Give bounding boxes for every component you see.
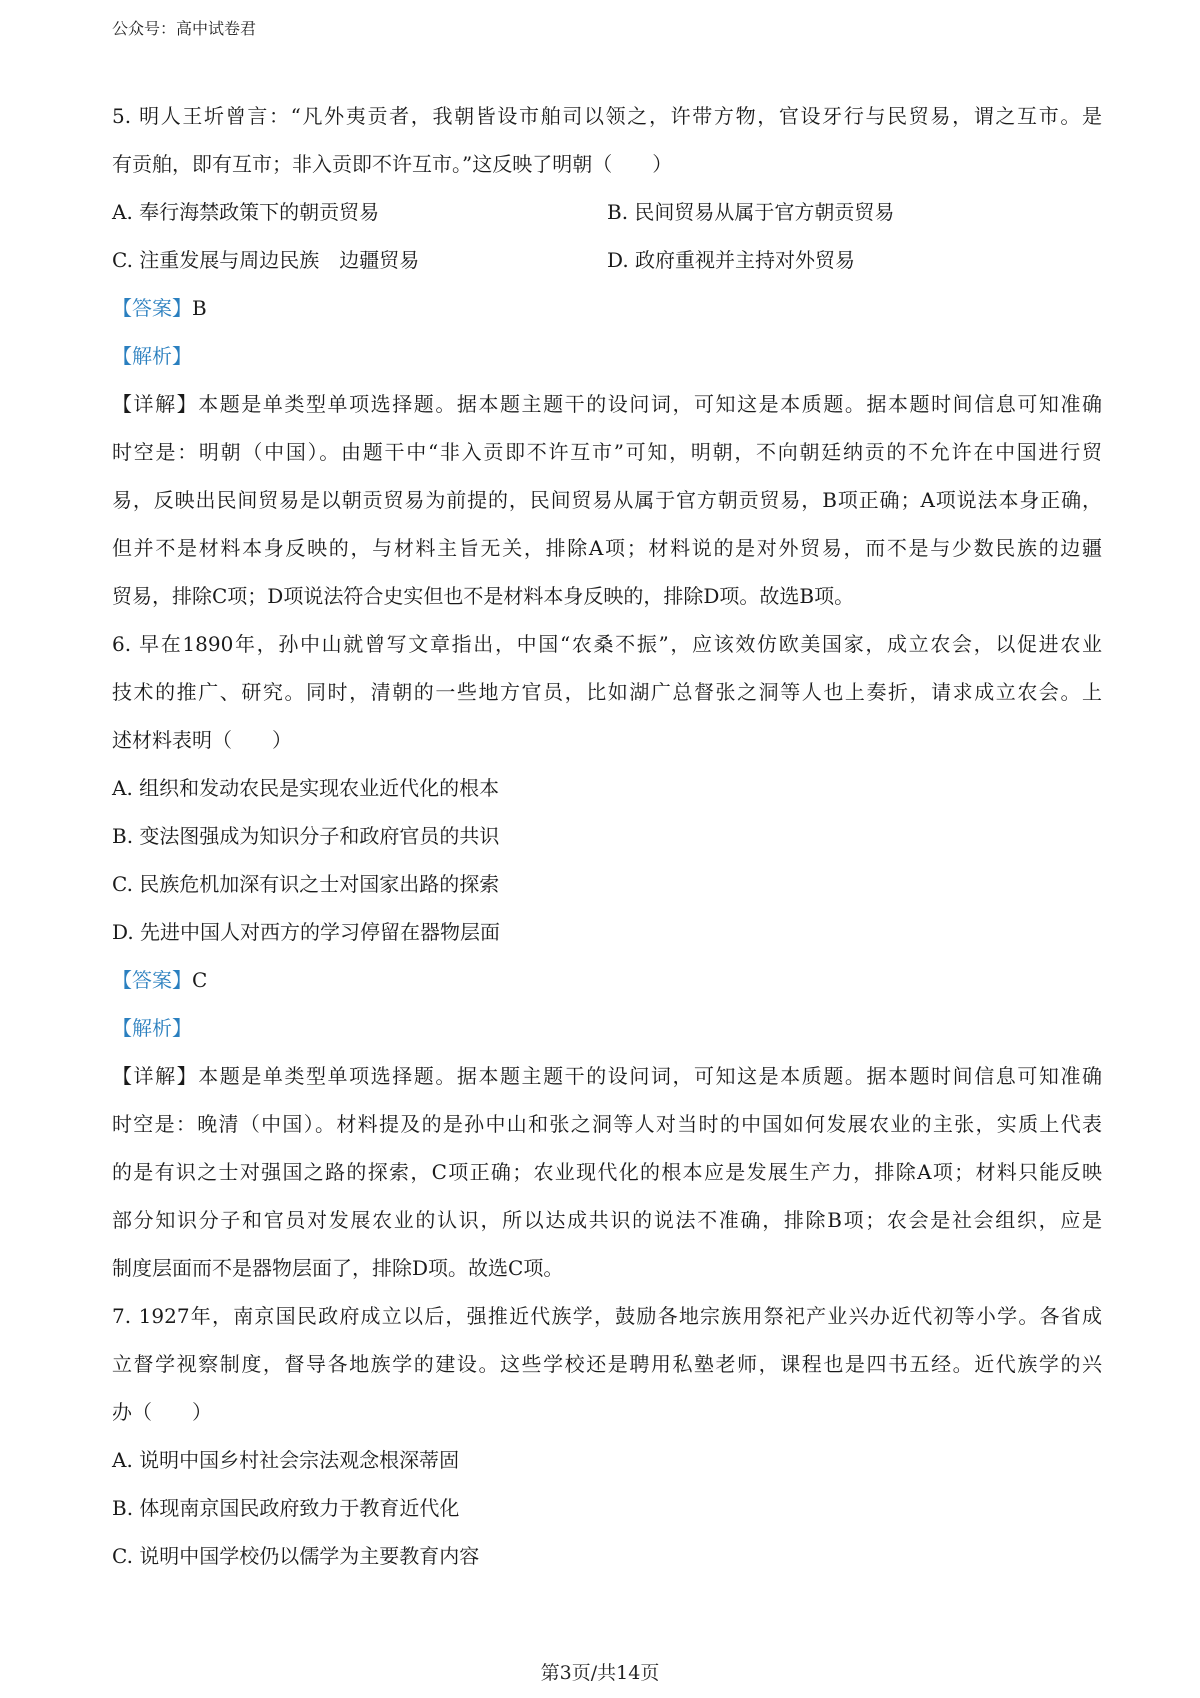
analysis-line	[112, 332, 1102, 380]
detail-line: 的是有识之士对强国之路的探索，C项正确；农业现代化的根本应是发展生产力，排除A项；材料只能反映	[112, 1160, 1102, 1184]
answer-line	[112, 956, 1102, 1004]
analysis-tag: 【解析】	[112, 344, 192, 368]
answer-tag: 【答案】	[112, 296, 192, 320]
detail-line: 制度层面而不是器物层面了，排除D项。故选C项。	[112, 1256, 564, 1280]
detail-line: 【详解】本题是单类型单项选择题。据本题主题干的设问词，可知这是本质题。据本题时间信息可知准确	[112, 392, 1102, 416]
option-b: B. 变法图强成为知识分子和政府官员的共识	[112, 824, 500, 848]
option-c: C. 注重发展与周边民族 边疆贸易	[112, 248, 420, 272]
detail-line: 时空是：晚清（中国）。材料提及的是孙中山和张之洞等人对当时的中国如何发展农业的主张，实质上代表	[112, 1112, 1102, 1136]
option-b: B. 民间贸易从属于官方朝贡贸易	[607, 200, 895, 224]
option-a: A. 说明中国乡村社会宗法观念根深蒂固	[112, 1448, 460, 1472]
question-stem-line: 办（ ）	[112, 1400, 212, 1424]
question-5	[112, 92, 1102, 620]
options-row	[112, 236, 1102, 284]
answer-tag: 【答案】	[112, 968, 192, 992]
question-stem-line: 述材料表明（ ）	[112, 728, 292, 752]
option-a: A. 组织和发动农民是实现农业近代化的根本	[112, 776, 500, 800]
detail-line: 时空是：明朝（中国）。由题干中“非入贡即不许互市”可知，明朝，不向朝廷纳贡的不允许在中国进行贸	[112, 440, 1102, 464]
options-row	[112, 188, 1102, 236]
question-6	[112, 620, 1102, 1292]
question-7	[112, 1292, 1102, 1580]
option-a: A. 奉行海禁政策下的朝贡贸易	[112, 200, 380, 224]
answer-line	[112, 284, 1102, 332]
detail-line: 易，反映出民间贸易是以朝贡贸易为前提的，民间贸易从属于官方朝贡贸易，B项正确；A项说法本身正确，	[112, 488, 1102, 512]
option-c: C. 说明中国学校仍以儒学为主要教育内容	[112, 1544, 480, 1568]
question-stem-line: 技术的推广、研究。同时，清朝的一些地方官员，比如湖广总督张之洞等人也上奏折，请求成立农会。上	[112, 680, 1102, 704]
detail-line: 贸易，排除C项；D项说法符合史实但也不是材料本身反映的，排除D项。故选B项。	[112, 584, 855, 608]
question-stem-line: 7. 1927年，南京国民政府成立以后，强推近代族学，鼓励各地宗族用祭祀产业兴办近代初等小学。各省成	[112, 1304, 1102, 1328]
option-b: B. 体现南京国民政府致力于教育近代化	[112, 1496, 460, 1520]
page-number: 第3页/共14页	[540, 1662, 660, 1684]
analysis-tag: 【解析】	[112, 1016, 192, 1040]
answer-value: C	[192, 968, 208, 992]
question-stem-line: 5. 明人王圻曾言：“凡外夷贡者，我朝皆设市舶司以领之，许带方物，官设牙行与民贸易，谓之互市。是	[112, 104, 1102, 128]
page-header: 公众号：高中试卷君	[112, 19, 257, 38]
option-d: D. 先进中国人对西方的学习停留在器物层面	[112, 920, 501, 944]
analysis-line	[112, 1004, 1102, 1052]
question-stem-line: 有贡舶，即有互市；非入贡即不许互市。”这反映了明朝（ ）	[112, 152, 673, 176]
question-stem-line: 6. 早在1890年，孙中山就曾写文章指出，中国“农桑不振”，应该效仿欧美国家，成立农会，以促进农业	[112, 632, 1102, 656]
option-d: D. 政府重视并主持对外贸易	[607, 248, 856, 272]
option-c: C. 民族危机加深有识之士对国家出路的探索	[112, 872, 500, 896]
answer-value: B	[192, 296, 207, 320]
detail-line: 但并不是材料本身反映的，与材料主旨无关，排除A项；材料说的是对外贸易，而不是与少数民族的边疆	[112, 536, 1102, 560]
detail-line: 【详解】本题是单类型单项选择题。据本题主题干的设问词，可知这是本质题。据本题时间信息可知准确	[112, 1064, 1102, 1088]
detail-line: 部分知识分子和官员对发展农业的认识，所以达成共识的说法不准确，排除B项；农会是社会组织，应是	[112, 1208, 1102, 1232]
question-stem-line: 立督学视察制度，督导各地族学的建设。这些学校还是聘用私塾老师，课程也是四书五经。近代族学的兴	[112, 1352, 1102, 1376]
page-content	[112, 92, 1102, 1580]
